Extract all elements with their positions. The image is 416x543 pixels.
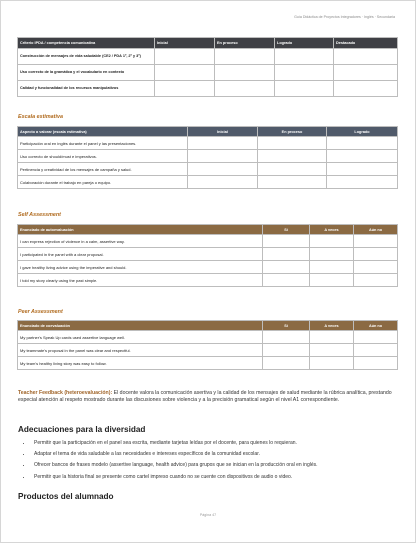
table-row <box>18 163 398 176</box>
checkbox-cell[interactable] <box>263 357 310 370</box>
rating-cell[interactable] <box>188 137 258 150</box>
table-row <box>18 248 398 261</box>
escala-title: Escala estimativa <box>18 114 63 120</box>
peer-assessment-table <box>17 320 398 370</box>
escala-table <box>17 126 398 189</box>
rating-cell[interactable] <box>188 150 258 163</box>
checkbox-cell[interactable] <box>310 331 354 344</box>
rating-cell[interactable] <box>258 137 327 150</box>
checkbox-cell[interactable] <box>310 274 354 287</box>
self-assessment-table <box>17 224 398 287</box>
rating-cell[interactable] <box>275 65 334 81</box>
criterion-cell: Uso correcto de la gramática y el vocabulario en contexto <box>18 65 155 81</box>
checkbox-cell[interactable] <box>310 235 354 248</box>
table-row <box>18 235 398 248</box>
table-header-row <box>18 127 398 137</box>
checkbox-cell[interactable] <box>310 357 354 370</box>
table-header-cell: Sí <box>263 225 310 235</box>
rating-cell[interactable] <box>188 163 258 176</box>
rating-cell[interactable] <box>215 81 275 97</box>
checkbox-cell[interactable] <box>310 261 354 274</box>
table-header-cell: Aún no <box>354 321 398 331</box>
rating-cell[interactable] <box>327 163 398 176</box>
checkbox-cell[interactable] <box>354 261 398 274</box>
rating-cell[interactable] <box>327 150 398 163</box>
rating-cell[interactable] <box>334 49 398 65</box>
self-assessment-title: Self Assessment <box>18 212 61 218</box>
rating-cell[interactable] <box>215 49 275 65</box>
list-item: • Permitir que la participación en el panel sea escrita, mediante tarjetas leídas por el docente, para quienes lo requieran. <box>32 438 412 449</box>
table-header-cell: Criterio IPDA / competencia comunicativa <box>18 38 155 49</box>
statement-cell: I told my story clearly using the past simple. <box>18 274 263 287</box>
table-header-row <box>18 38 398 49</box>
table-header-cell: En proceso <box>215 38 275 49</box>
checkbox-cell[interactable] <box>354 274 398 287</box>
table-header-cell: Logrado <box>275 38 334 49</box>
aspect-cell: Uso correcto de should/must e imperativos. <box>18 150 188 163</box>
checkbox-cell[interactable] <box>263 331 310 344</box>
checkbox-cell[interactable] <box>354 357 398 370</box>
teacher-feedback <box>18 390 398 404</box>
criterion-cell: Construcción de mensajes de vida saludable (CE2 / PDA 1º, 2º y 3º) <box>18 49 155 65</box>
statement-cell: My partner's Speak Up cards used assertive language well. <box>18 331 263 344</box>
statement-cell: My team's healthy living story was easy to follow. <box>18 357 263 370</box>
checkbox-cell[interactable] <box>263 235 310 248</box>
statement-cell: I can express rejection of violence in a calm, assertive way. <box>18 235 263 248</box>
table-header-cell: Enunciado de autoevaluación <box>18 225 263 235</box>
statement-cell: I gave healthy living advice using the imperative and should. <box>18 261 263 274</box>
rubric-table <box>17 37 398 97</box>
list-item: • Adaptar el tema de vida saludable a las necesidades e intereses específicos de la comunidad escolar. <box>32 449 412 460</box>
table-header-cell: Aspecto a valorar (escala estimativa) <box>18 127 188 137</box>
table-header-cell: Logrado <box>327 127 398 137</box>
table-row <box>18 176 398 189</box>
adecuaciones-list <box>18 438 412 483</box>
aspect-cell: Participación oral en inglés durante el panel y las presentaciones. <box>18 137 188 150</box>
rating-cell[interactable] <box>327 137 398 150</box>
rating-cell[interactable] <box>258 163 327 176</box>
aspect-cell: Pertinencia y creatividad de los mensajes de campaña y salud. <box>18 163 188 176</box>
rating-cell[interactable] <box>155 49 215 65</box>
table-row <box>18 49 398 65</box>
checkbox-cell[interactable] <box>263 274 310 287</box>
checkbox-cell[interactable] <box>354 248 398 261</box>
checkbox-cell[interactable] <box>354 344 398 357</box>
rating-cell[interactable] <box>275 81 334 97</box>
checkbox-cell[interactable] <box>354 331 398 344</box>
rating-cell[interactable] <box>258 150 327 163</box>
table-row <box>18 261 398 274</box>
teacher-feedback-label: Teacher Feedback (heteroevaluación): <box>18 390 113 396</box>
statement-cell: My teammate's proposal in the panel was clear and respectful. <box>18 344 263 357</box>
table-header-cell: A veces <box>310 225 354 235</box>
table-header-row <box>18 321 398 331</box>
rating-cell[interactable] <box>155 65 215 81</box>
table-header-cell: Inicial <box>188 127 258 137</box>
table-header-cell: Aún no <box>354 225 398 235</box>
list-item: • Ofrecer bancos de frases modelo (assertive language, health advice) para grupos que se inician en la producción oral en inglés. <box>32 460 412 471</box>
table-row <box>18 150 398 163</box>
table-row <box>18 65 398 81</box>
criterion-cell: Calidad y funcionalidad de los recursos manipulativos <box>18 81 155 97</box>
table-header-cell: Enunciado de coevaluación <box>18 321 263 331</box>
rating-cell[interactable] <box>334 65 398 81</box>
peer-assessment-title: Peer Assessment <box>18 309 63 315</box>
checkbox-cell[interactable] <box>310 344 354 357</box>
rating-cell[interactable] <box>155 81 215 97</box>
table-row <box>18 274 398 287</box>
statement-cell: I participated in the panel with a clear proposal. <box>18 248 263 261</box>
table-row <box>18 137 398 150</box>
rating-cell[interactable] <box>275 49 334 65</box>
page-number: Página 47 <box>199 513 217 517</box>
list-item: • Permitir que la historia final se presente como cartel impreso cuando no se cuente con dispositivos de audio o video. <box>32 472 412 483</box>
aspect-cell: Colaboración durante el trabajo en pareja o equipo. <box>18 176 188 189</box>
table-header-cell: Inicial <box>155 38 215 49</box>
rating-cell[interactable] <box>215 65 275 81</box>
teacher-feedback-text: El docente valora la comunicación asertiva y la calidad de los mensajes de salud mediante la rúbrica analítica, prestando especial atención al respeto mostrado durante las discusiones sobre violencia y a la precisión gramatical según el nivel A1 correspondiente. <box>18 390 392 404</box>
productos-heading: Productos del alumnado <box>18 492 114 501</box>
adecuaciones-heading: Adecuaciones para la diversidad <box>18 425 146 434</box>
table-header-cell: A veces <box>310 321 354 331</box>
table-header-cell: Sí <box>263 321 310 331</box>
table-row <box>18 357 398 370</box>
table-row <box>18 81 398 97</box>
rating-cell[interactable] <box>327 176 398 189</box>
table-header-cell: En proceso <box>258 127 327 137</box>
table-header-cell: Destacado <box>334 38 398 49</box>
checkbox-cell[interactable] <box>263 344 310 357</box>
table-row <box>18 331 398 344</box>
checkbox-cell[interactable] <box>310 248 354 261</box>
header-note: Guía Didáctica de Proyectos Integradores · Inglés · Secundaria <box>294 15 395 19</box>
rating-cell[interactable] <box>258 176 327 189</box>
checkbox-cell[interactable] <box>263 261 310 274</box>
rating-cell[interactable] <box>334 81 398 97</box>
rating-cell[interactable] <box>188 176 258 189</box>
checkbox-cell[interactable] <box>263 248 310 261</box>
table-row <box>18 344 398 357</box>
checkbox-cell[interactable] <box>354 235 398 248</box>
table-header-row <box>18 225 398 235</box>
